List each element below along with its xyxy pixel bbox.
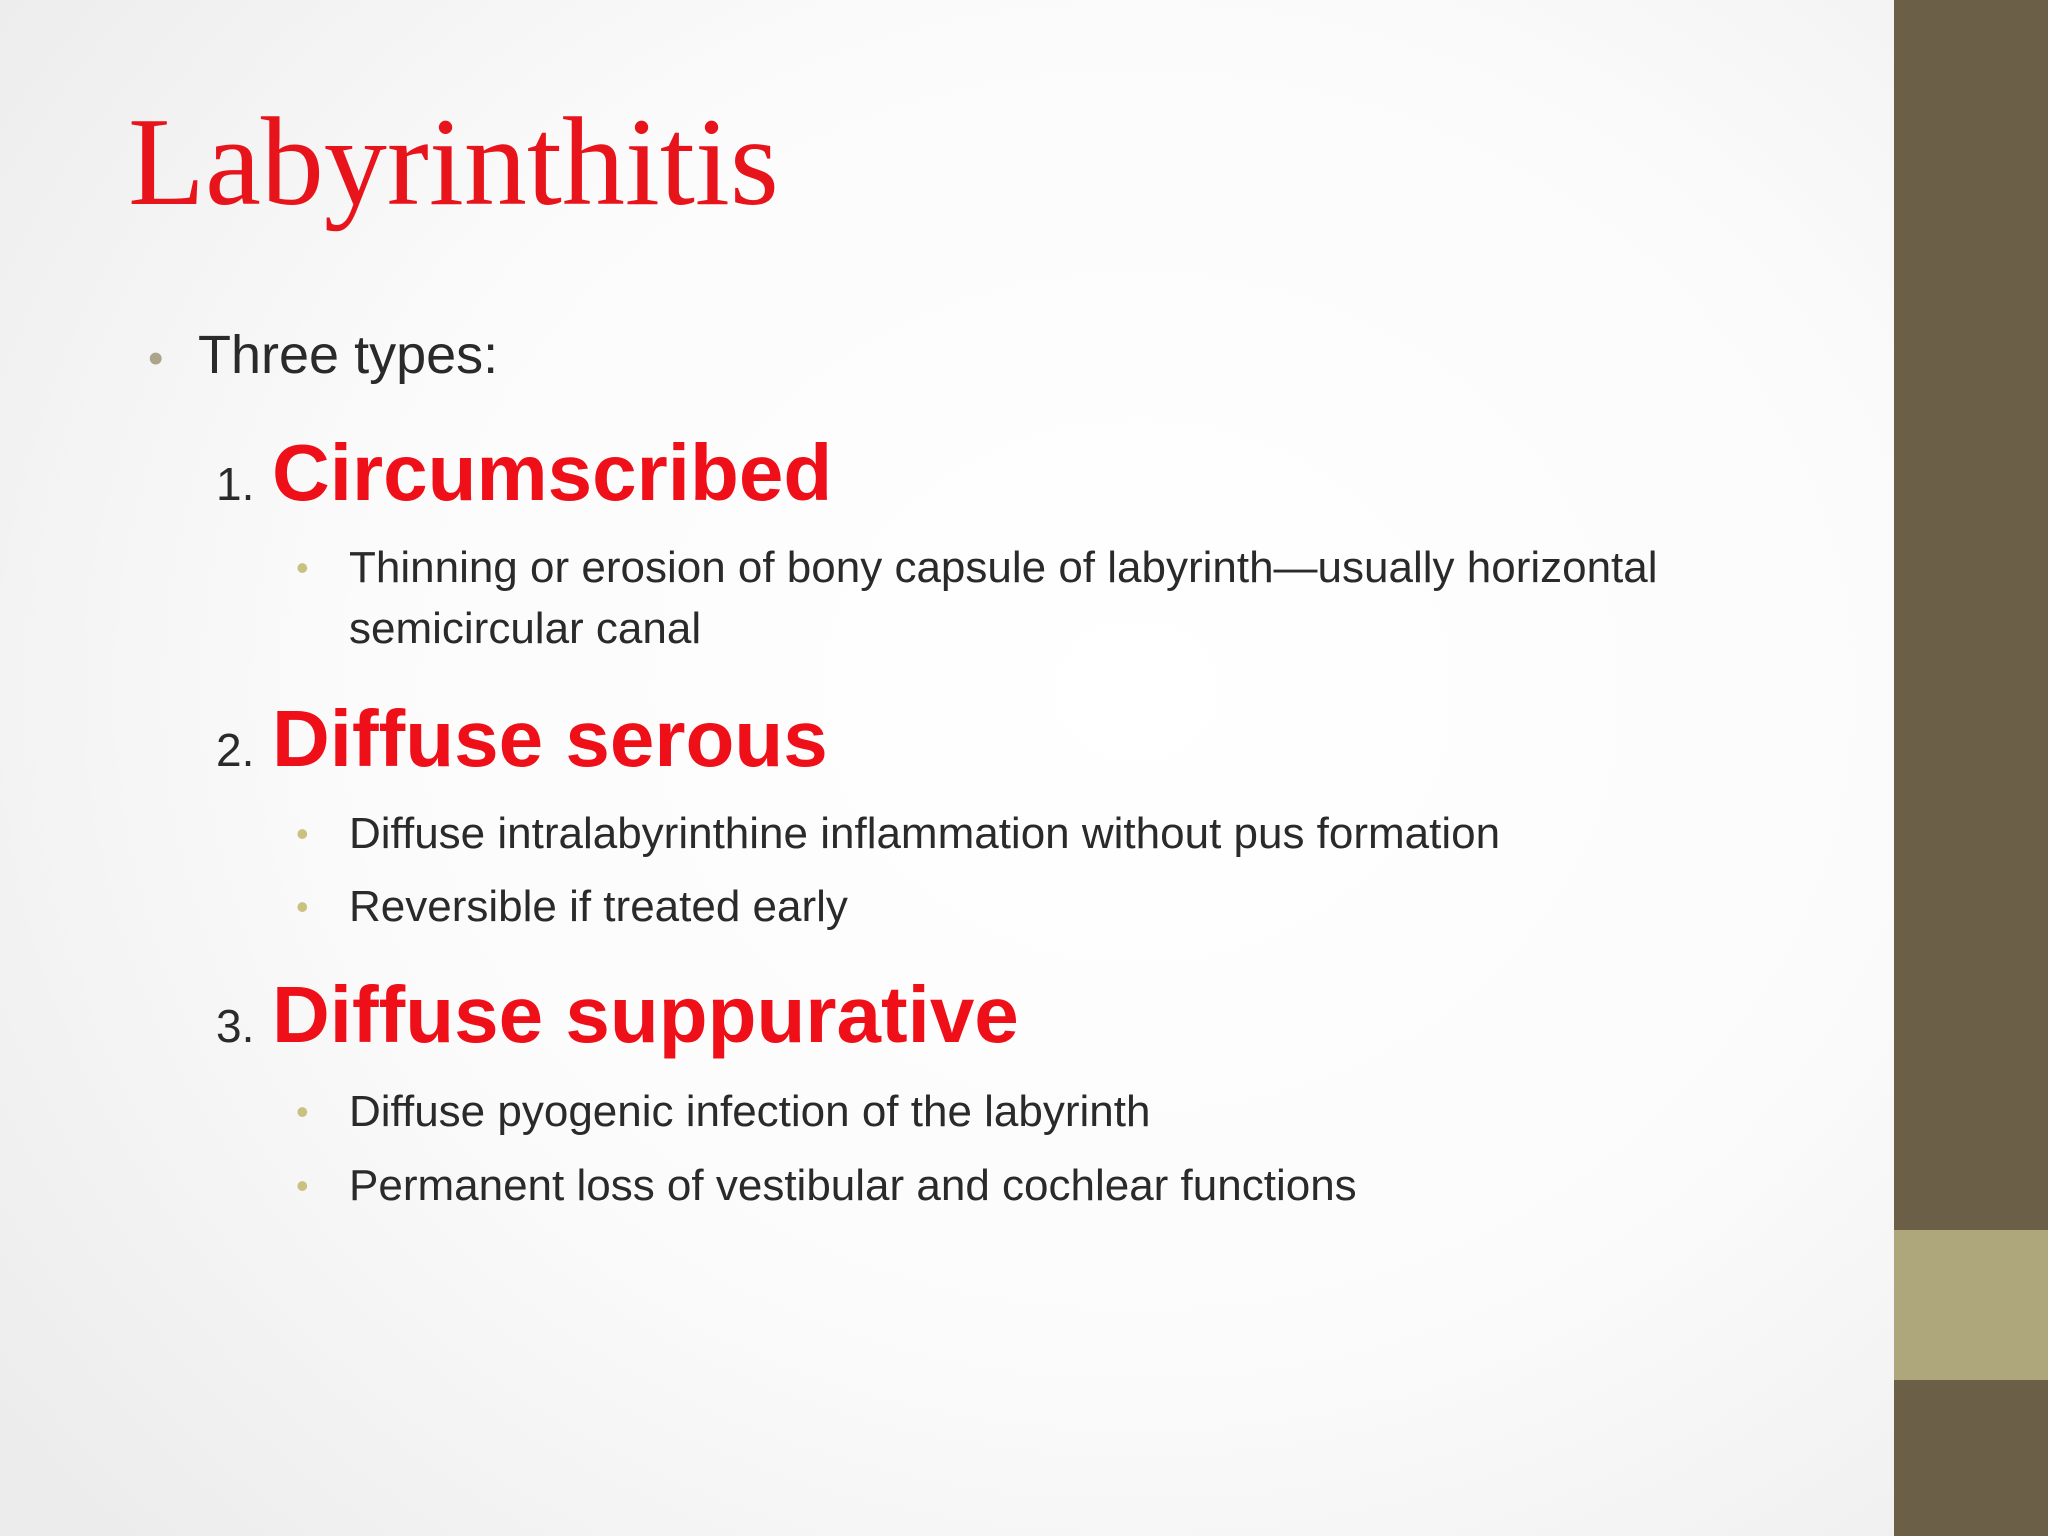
intro-text: Three types: bbox=[198, 325, 499, 385]
item-number: 2. bbox=[216, 724, 255, 776]
bullet-icon: • bbox=[296, 547, 309, 588]
bullet-icon: • bbox=[296, 1165, 309, 1206]
item-number: 1. bbox=[216, 458, 255, 510]
bullet-icon: • bbox=[148, 334, 164, 383]
sub-point bbox=[296, 1081, 1150, 1142]
item-heading: Diffuse suppurative bbox=[272, 970, 1019, 1059]
intro-bullet bbox=[148, 320, 498, 394]
sub-point-text-line: semicircular canal bbox=[349, 604, 702, 653]
sub-point bbox=[296, 537, 1658, 659]
side-decoration-accent bbox=[1894, 1230, 2048, 1380]
item-heading: Circumscribed bbox=[272, 428, 833, 517]
numbered-item-circumscribed bbox=[216, 428, 832, 541]
sub-point-text-line: Diffuse intralabyrinthine inflammation without pus formation bbox=[349, 809, 1501, 858]
sub-point-text-line: Reversible if treated early bbox=[349, 882, 848, 931]
bullet-icon: • bbox=[296, 1091, 309, 1132]
numbered-item-diffuse-suppurative bbox=[216, 970, 1019, 1083]
sub-point-text-line: Diffuse pyogenic infection of the labyrinth bbox=[349, 1087, 1151, 1136]
item-number: 3. bbox=[216, 1000, 255, 1052]
numbered-item-diffuse-serous bbox=[216, 694, 828, 807]
bullet-icon: • bbox=[296, 886, 309, 927]
sub-point-text-line: Thinning or erosion of bony capsule of labyrinth—usually horizontal bbox=[349, 543, 1658, 592]
item-heading: Diffuse serous bbox=[272, 694, 828, 783]
sub-point bbox=[296, 803, 1500, 864]
sub-point-text-line: Permanent loss of vestibular and cochlear functions bbox=[349, 1161, 1357, 1210]
sub-point bbox=[296, 876, 848, 937]
sub-point bbox=[296, 1155, 1357, 1216]
bullet-icon: • bbox=[296, 813, 309, 854]
slide-title: Labyrinthitis bbox=[128, 93, 779, 232]
